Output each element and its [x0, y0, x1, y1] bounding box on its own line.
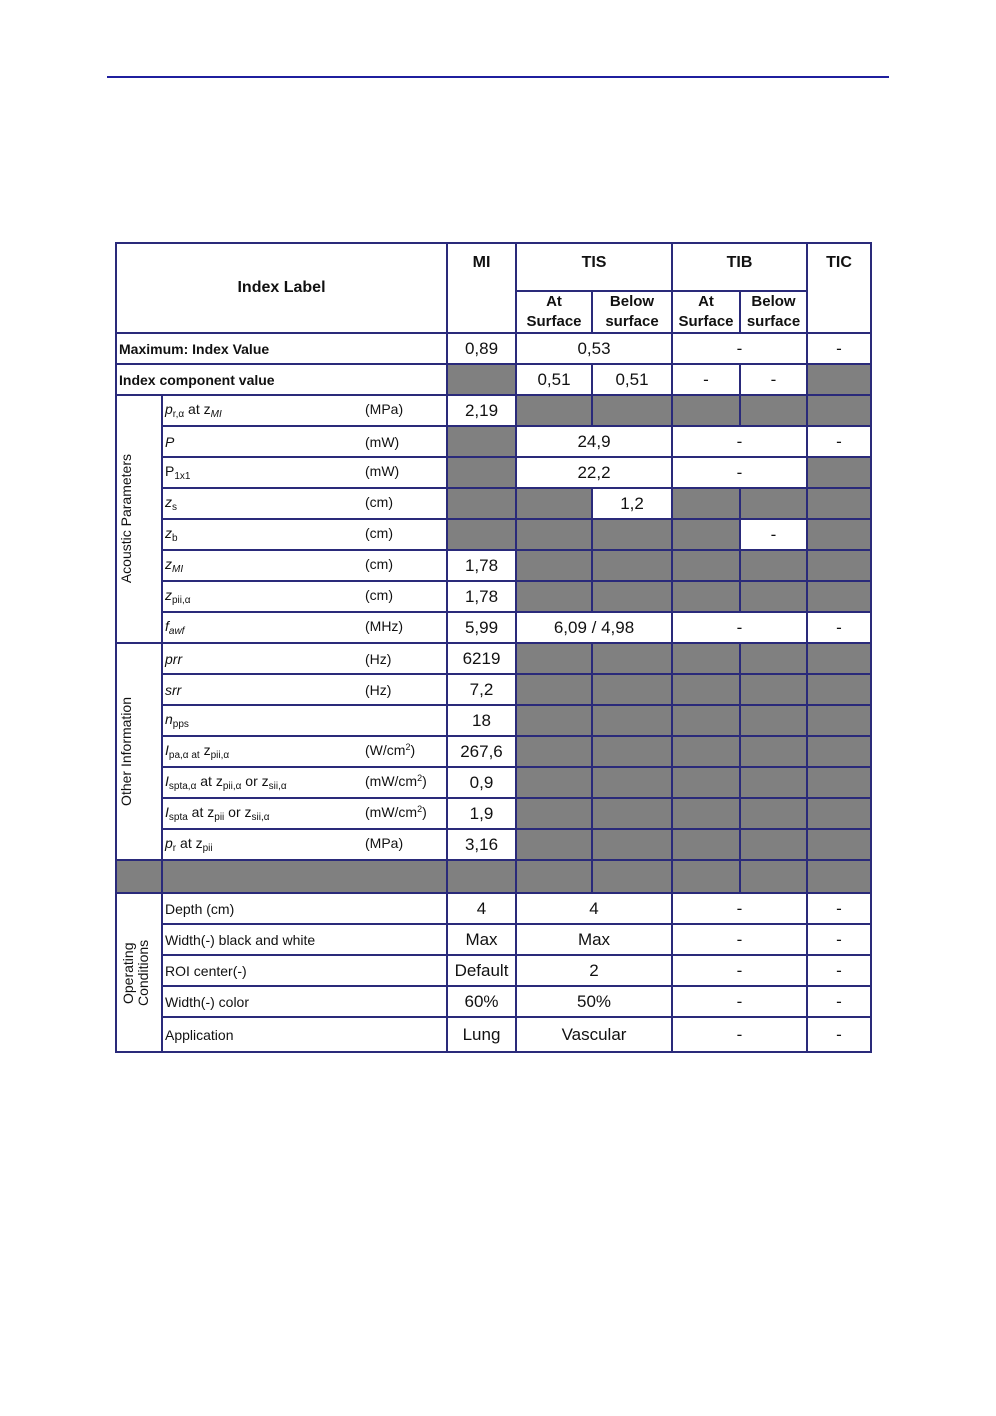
operating-tic-value: - — [807, 924, 871, 955]
operating-tib-value: - — [672, 986, 807, 1017]
tib-header: TIB — [672, 243, 807, 291]
operating-label: Depth (cm) — [162, 893, 447, 924]
operating-tis-value: 2 — [516, 955, 672, 986]
acoustic-group-label: Acoustic Parameters — [116, 395, 162, 643]
separator-row — [116, 860, 871, 893]
component-tis-below: 0,51 — [592, 364, 672, 395]
acoustic-tis-below-value: 1,2 — [592, 488, 672, 519]
operating-row — [116, 893, 871, 924]
operating-row — [116, 955, 871, 986]
operating-row — [116, 1017, 871, 1052]
other-mi-value: 1,9 — [447, 798, 516, 829]
param-label: P (mW) — [162, 426, 447, 457]
index-label-header: Index Label — [116, 243, 447, 333]
param-label: $p_{r,\alpha}$ at $z_{MI}$ (MPa) — [162, 395, 447, 426]
operating-row — [116, 986, 871, 1017]
operating-group-label: Operating Conditions — [116, 893, 162, 1052]
acoustic-mi-value: 1,78 — [447, 581, 516, 612]
max-index-tib: - — [672, 333, 807, 364]
operating-label: Width(-) color — [162, 986, 447, 1017]
acoustic-tic-value: - — [807, 612, 871, 643]
param-label: $P_{1x1}$ (mW) — [162, 457, 447, 488]
operating-mi-value: Default — [447, 955, 516, 986]
other-row — [116, 736, 871, 767]
other-row — [116, 829, 871, 860]
param-label: $I_{pa,\alpha at}$ $z_{pii,\alpha}$ $(W/cm^2)$ — [162, 736, 447, 767]
component-label: Index component value — [116, 364, 447, 395]
other-row — [116, 798, 871, 829]
param-label: $n_{pps}$ — [162, 705, 447, 736]
tib-below-surface-header: Below surface — [740, 291, 807, 333]
other-row — [116, 705, 871, 736]
other-mi-value: 6219 — [447, 643, 516, 674]
acoustic-tis-value: 24,9 — [516, 426, 672, 457]
operating-tib-value: - — [672, 1017, 807, 1052]
param-label: $f_{awf}$ (MHz) — [162, 612, 447, 643]
acoustic-tib-value: - — [672, 426, 807, 457]
shaded-cell — [447, 364, 516, 395]
max-index-tic: - — [807, 333, 871, 364]
param-label: $z_{pii,\alpha}$ (cm) — [162, 581, 447, 612]
param-label: $z_{MI}$ (cm) — [162, 550, 447, 581]
operating-label: ROI center(-) — [162, 955, 447, 986]
operating-tis-value: 4 — [516, 893, 672, 924]
acoustic-row — [116, 426, 871, 457]
acoustic-tic-value: - — [807, 426, 871, 457]
operating-tic-value: - — [807, 1017, 871, 1052]
operating-tib-value: - — [672, 955, 807, 986]
other-row — [116, 767, 871, 798]
param-label: prr (Hz) — [162, 643, 447, 674]
param-label: $z_s$ (cm) — [162, 488, 447, 519]
param-label: $z_b$ (cm) — [162, 519, 447, 550]
acoustic-output-table — [115, 242, 872, 1053]
operating-tis-value: Vascular — [516, 1017, 672, 1052]
acoustic-tis-value: 22,2 — [516, 457, 672, 488]
tis-at-surface-header: At Surface — [516, 291, 592, 333]
shaded-cell — [807, 364, 871, 395]
operating-mi-value: 60% — [447, 986, 516, 1017]
acoustic-row — [116, 519, 871, 550]
acoustic-mi-value: 1,78 — [447, 550, 516, 581]
operating-tib-value: - — [672, 893, 807, 924]
max-index-tis: 0,53 — [516, 333, 672, 364]
component-tib-below: - — [740, 364, 807, 395]
param-label: $I_{spta,\alpha}$ at $z_{pii,\alpha}$ or $z_{sii,\alpha}$ $(mW/cm^2)$ — [162, 767, 447, 798]
operating-tic-value: - — [807, 893, 871, 924]
acoustic-tis-value: 6,09 / 4,98 — [516, 612, 672, 643]
acoustic-row — [116, 457, 871, 488]
operating-tib-value: - — [672, 924, 807, 955]
operating-mi-value: Max — [447, 924, 516, 955]
max-index-label: Maximum: Index Value — [116, 333, 447, 364]
operating-tic-value: - — [807, 955, 871, 986]
operating-row — [116, 924, 871, 955]
tib-at-surface-header: At Surface — [672, 291, 740, 333]
tic-header: TIC — [807, 243, 871, 333]
max-index-row — [116, 333, 871, 364]
operating-mi-value: 4 — [447, 893, 516, 924]
max-index-mi: 0,89 — [447, 333, 516, 364]
other-mi-value: 7,2 — [447, 674, 516, 705]
component-tib-at: - — [672, 364, 740, 395]
tis-below-surface-header: Below surface — [592, 291, 672, 333]
acoustic-row — [116, 550, 871, 581]
acoustic-mi-value: 2,19 — [447, 395, 516, 426]
acoustic-mi-value: 5,99 — [447, 612, 516, 643]
operating-tic-value: - — [807, 986, 871, 1017]
acoustic-tib-value: - — [672, 457, 807, 488]
acoustic-row — [116, 612, 871, 643]
tis-header: TIS — [516, 243, 672, 291]
operating-label: Application — [162, 1017, 447, 1052]
operating-mi-value: Lung — [447, 1017, 516, 1052]
other-row — [116, 674, 871, 705]
other-row — [116, 643, 871, 674]
mi-header: MI — [447, 243, 516, 333]
param-label: srr (Hz) — [162, 674, 447, 705]
operating-label: Width(-) black and white — [162, 924, 447, 955]
other-mi-value: 3,16 — [447, 829, 516, 860]
component-row — [116, 364, 871, 395]
other-mi-value: 267,6 — [447, 736, 516, 767]
operating-tis-value: 50% — [516, 986, 672, 1017]
acoustic-row — [116, 488, 871, 519]
acoustic-row — [116, 395, 871, 426]
operating-tis-value: Max — [516, 924, 672, 955]
acoustic-tib-below-value: - — [740, 519, 807, 550]
other-mi-value: 0,9 — [447, 767, 516, 798]
param-label: $I_{spta}$ at $z_{pii}$ or $z_{sii,\alpha}$ $(mW/cm^2)$ — [162, 798, 447, 829]
header-rule — [107, 76, 889, 78]
other-mi-value: 18 — [447, 705, 516, 736]
acoustic-tib-value: - — [672, 612, 807, 643]
param-label: $p_r$ at $z_{pii}$ (MPa) — [162, 829, 447, 860]
other-group-label: Other Information — [116, 643, 162, 860]
acoustic-row — [116, 581, 871, 612]
component-tis-at: 0,51 — [516, 364, 592, 395]
